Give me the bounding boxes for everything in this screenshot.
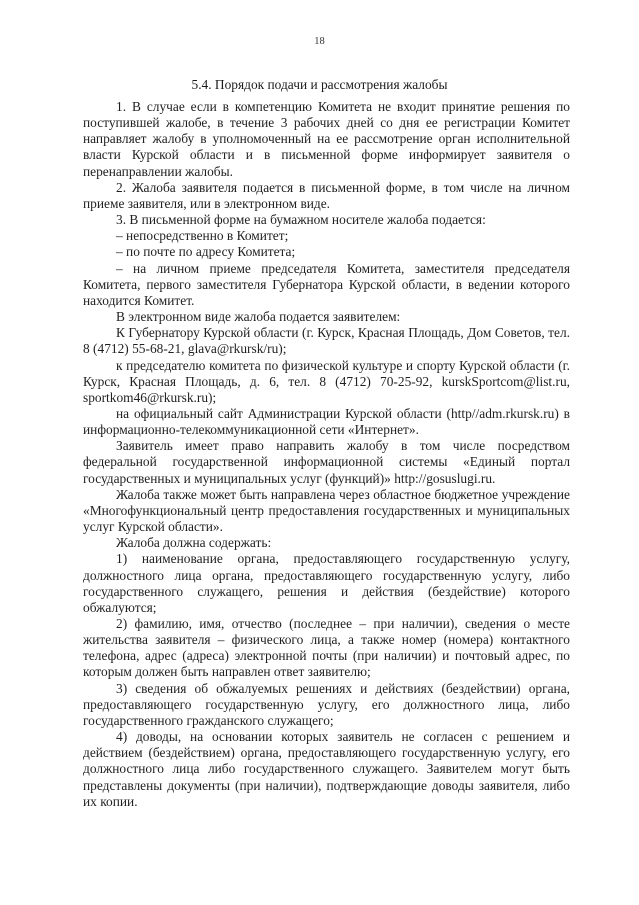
list-item-by-mail: – по почте по адресу Комитета;: [116, 244, 296, 260]
list-item-personal-reception: – на личном приеме председателя Комитета, заместителя председателя Комитета, первого заместителя Губернатора Курской области, в ведении которого находится Комитет.: [83, 260, 570, 308]
list-item-body-name: 1) наименование органа, предоставляющего государственную услугу, должностного лица органа, предоставляющего государственную услугу, либо государственного служащего, решения и действия (бездействие) которого обжалуются;: [83, 551, 570, 615]
paragraph-electronic-form-intro: В электронном виде жалоба подается заявителем:: [116, 309, 401, 325]
list-item-appealed-decisions: 3) сведения об обжалуемых решениях и действиях (бездействии) органа, предоставляющего государственную услугу, его должностного лица, либо государственного гражданского служащего;: [83, 680, 570, 728]
paragraph-mfc: Жалоба также может быть направлена через областное бюджетное учреждение «Многофункциональный центр предоставления государственных и муниципальных услуг Курской области».: [83, 486, 570, 535]
list-item-directly: – непосредственно в Комитет;: [116, 228, 289, 244]
list-item-arguments: 4) доводы, на основании которых заявитель не согласен с решением и действием (бездействием) органа, предоставляющего государственную услугу, его должностного лица либо государственного служащего. Заявителем могут быть представлены документы (при наличии), подтверждающие доводы заявителя, либо их копии.: [83, 729, 570, 809]
paragraph-committee-chair-contact: к председателю комитета по физической культуре и спорту Курской области (г. Курск, Красная Площадь, д. 6, тел. 8 (4712) 70-25-92, kurskSportcom@list.ru, sportkom46@rkursk.ru);: [83, 357, 570, 405]
paragraph-paper-form-intro: 3. В письменной форме на бумажном носителе жалоба подается:: [116, 212, 486, 228]
body-text: [83, 99, 570, 810]
paragraph-federal-portal: Заявитель имеет право направить жалобу в том числе посредством федеральной государственной информационной системы «Единый портал государственных и муниципальных услуг (функций)» http://gosuslugi.ru.: [83, 438, 570, 486]
paragraph-official-site: на официальный сайт Администрации Курской области (http//adm.rkursk.ru) в информационно-телекоммуникационной сети «Интернет».: [83, 405, 570, 438]
paragraph-complaint-contents-intro: Жалоба должна содержать:: [116, 535, 272, 551]
paragraph-complaint-redirect: 1. В случае если в компетенцию Комитета не входит принятие решения по поступившей жалобе, в течение 3 рабочих дней со дня ее регистрации Комитет направляет жалобу в уполномоченный на ее рассмотрение орган исполнительной власти Курской области и в письменной форме информирует заявителя о перенаправлении жалобы.: [83, 99, 570, 179]
paragraph-complaint-form: 2. Жалоба заявителя подается в письменной форме, в том числе на личном приеме заявителя, или в электронном виде.: [83, 179, 570, 211]
page-number: 18: [314, 36, 325, 47]
list-item-applicant-details: 2) фамилию, имя, отчество (последнее – при наличии), сведения о месте жительства заявителя – физического лица, а также номер (номера) контактного телефона, адрес (адреса) электронной почты (при наличии) и почтовый адрес, по которым должен быть направлен ответ заявителю;: [83, 616, 570, 680]
paragraph-governor-contact: К Губернатору Курской области (г. Курск, Красная Площадь, Дом Советов, тел. 8 (4712) 55-68-21, glava@rkursk/ru);: [83, 325, 570, 357]
section-heading: 5.4. Порядок подачи и рассмотрения жалобы: [191, 77, 448, 92]
